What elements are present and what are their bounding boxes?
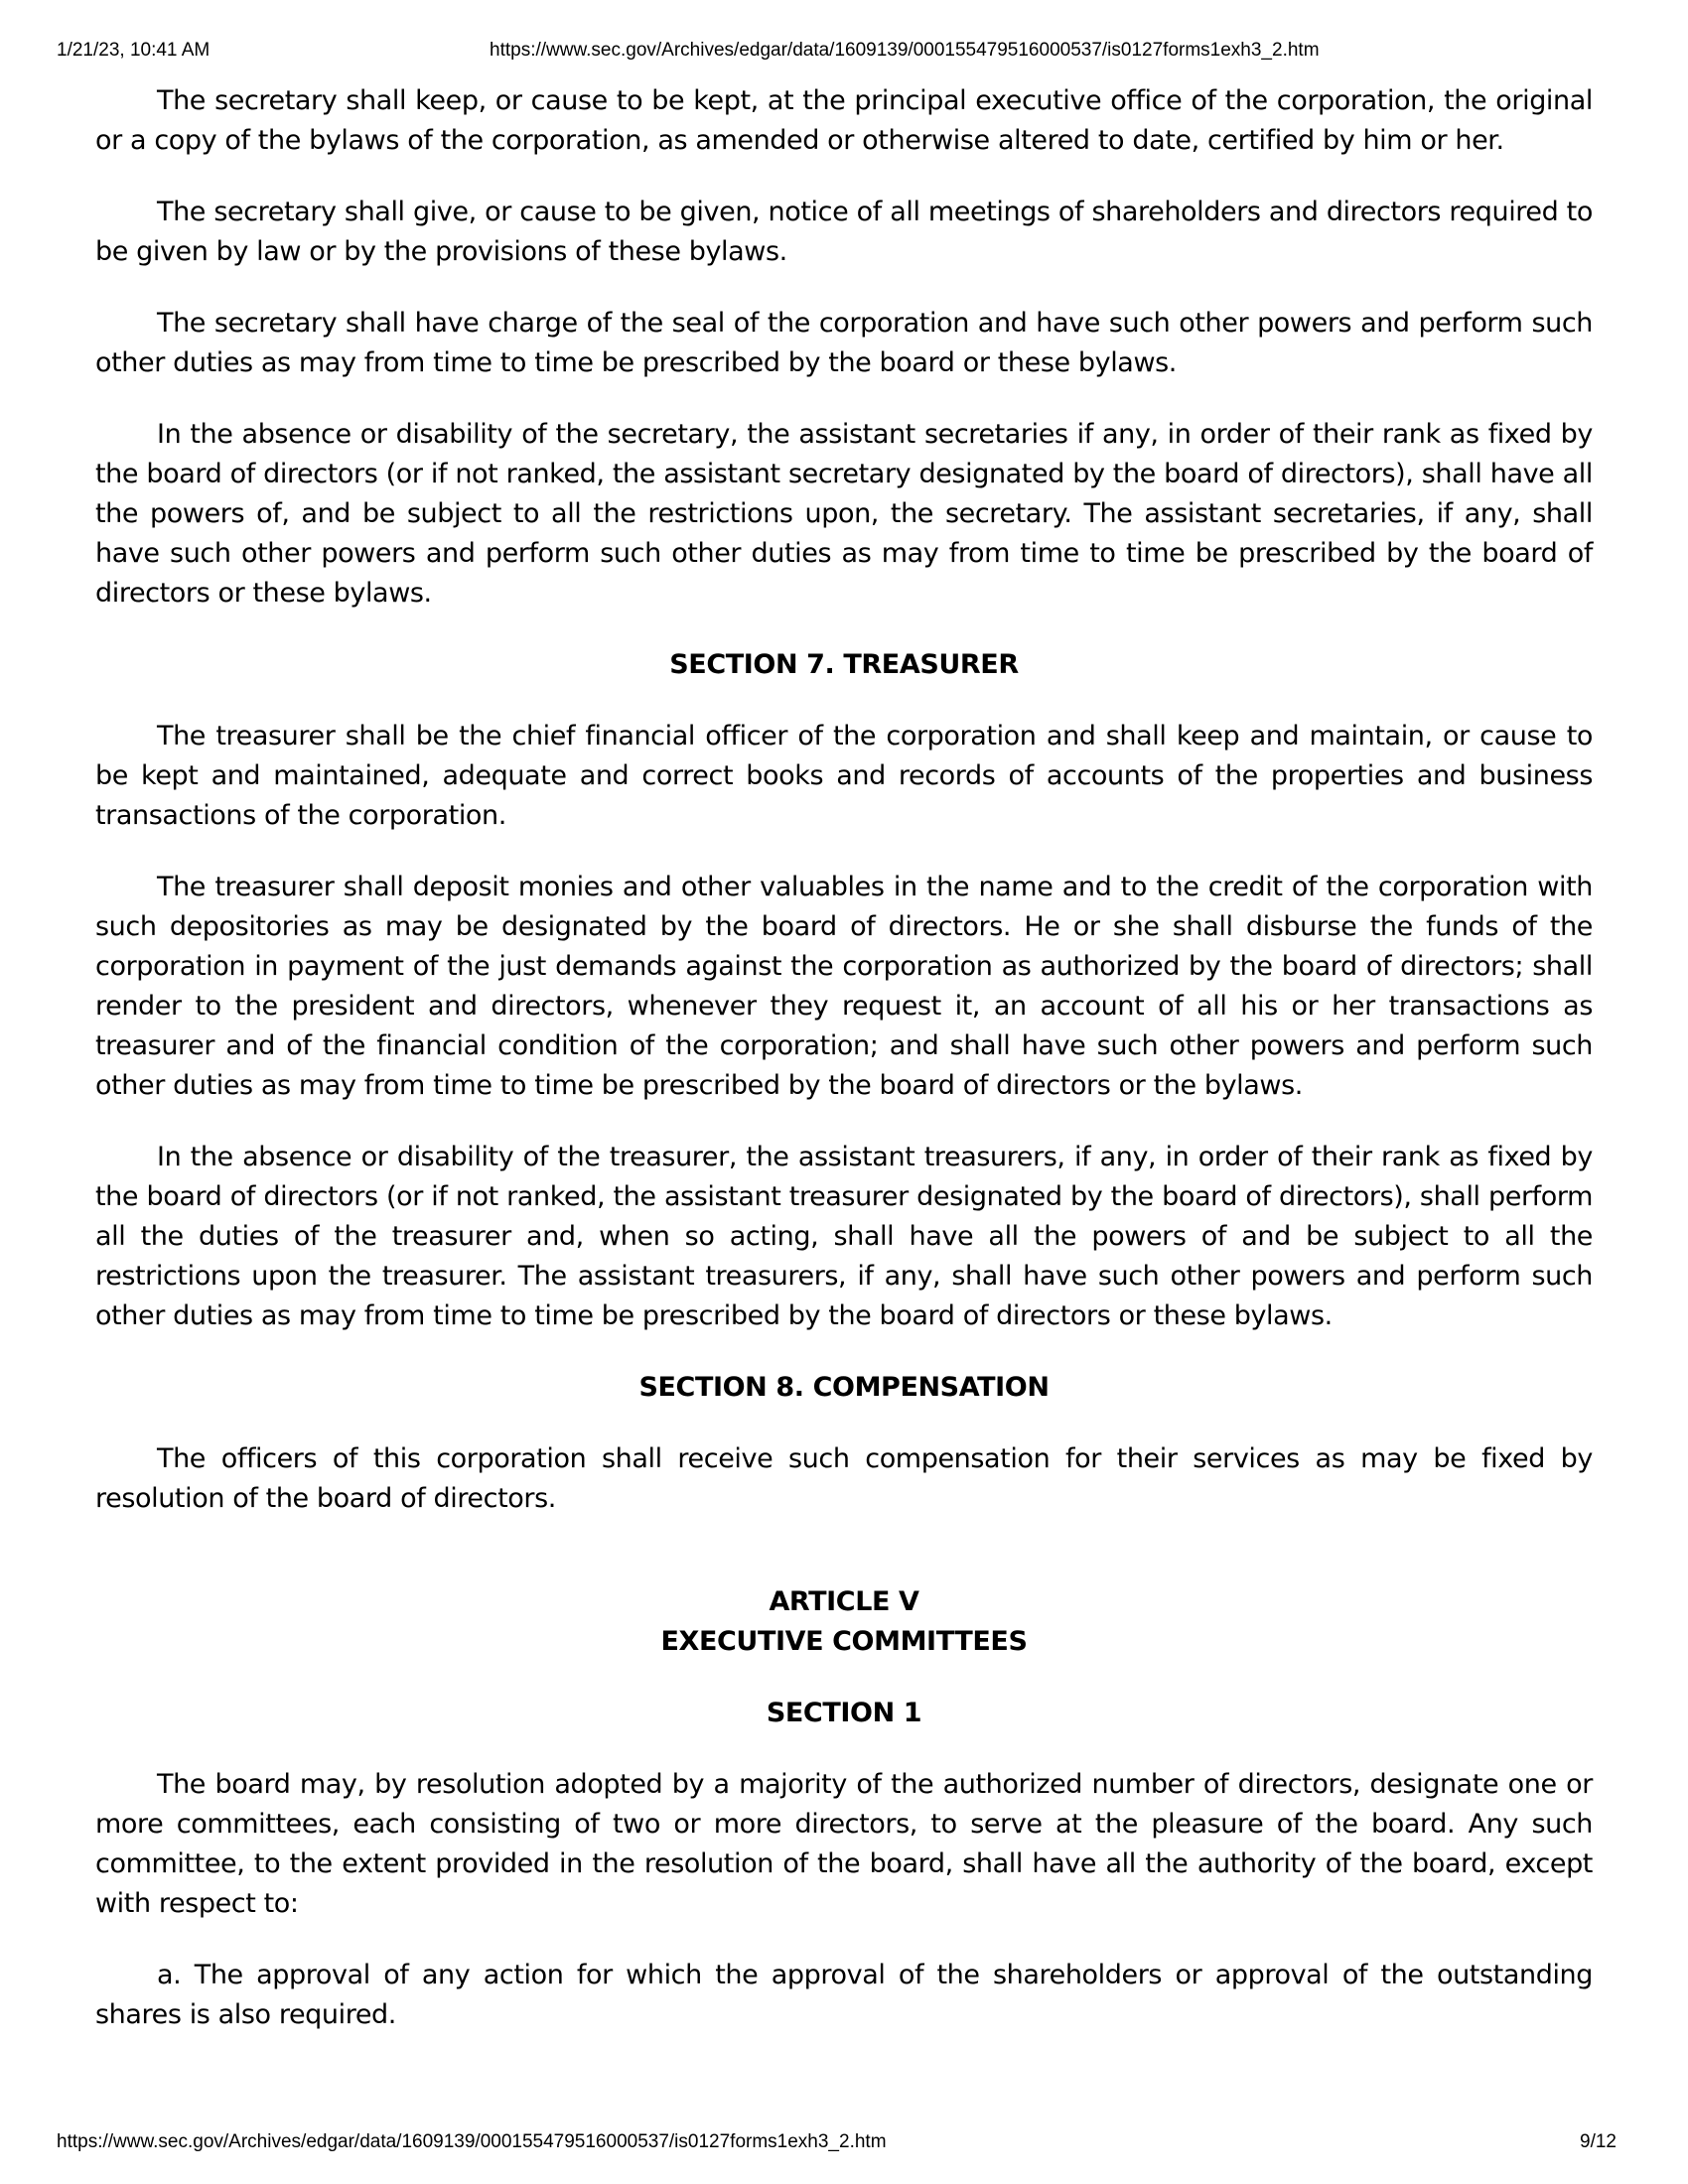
document-body — [95, 81, 1593, 2067]
article-number: ARTICLE V — [769, 1586, 919, 1617]
browser-header-url[interactable]: https://www.sec.gov/Archives/edgar/data/1609139/000155479516000537/is0127forms1exh3_2.htm — [490, 40, 1320, 61]
page-number: 9/12 — [1580, 2131, 1617, 2152]
paragraph-committees-2: a. The approval of any action for which the approval of the shareholders or approval of the outstanding shares is also required. — [95, 1960, 1593, 2030]
paragraph-compensation: The officers of this corporation shall receive such compensation for their services as may be fixed by resolution of the board of directors. — [95, 1443, 1593, 1514]
paragraph-secretary-4: In the absence or disability of the secretary, the assistant secretaries if any, in order of their rank as fixed by the board of directors (or if not ranked, the assistant secretary designated by the board of directors), shall have all the powers of, and be subject to all the restrictions upon, the secretary. The assistant secretaries, if any, shall have such other powers and perform such other duties as may from time to time be prescribed by the board of directors or these bylaws. — [95, 419, 1593, 609]
paragraph-treasurer-3: In the absence or disability of the treasurer, the assistant treasurers, if any, in order of their rank as fixed by the board of directors (or if not ranked, the assistant treasurer designated by the board of directors), shall perform all the duties of the treasurer and, when so acting, shall have all the powers of and be subject to all the restrictions upon the treasurer. The assistant treasurers, if any, shall have such other powers and perform such other duties as may from time to time be prescribed by the board of directors or these bylaws. — [95, 1142, 1593, 1331]
paragraph-secretary-2: The secretary shall give, or cause to be given, notice of all meetings of shareholders and directors required to be given by law or by the provisions of these bylaws. — [95, 197, 1593, 267]
paragraph-secretary-3: The secretary shall have charge of the seal of the corporation and have such other powers and perform such other duties as may from time to time be prescribed by the board or these bylaws. — [95, 308, 1593, 378]
article-title: EXECUTIVE COMMITTEES — [660, 1626, 1028, 1657]
section-8-heading: SECTION 8. COMPENSATION — [638, 1372, 1050, 1403]
section-7-heading: SECTION 7. TREASURER — [669, 649, 1019, 680]
paragraph-treasurer-1: The treasurer shall be the chief financial officer of the corporation and shall keep and maintain, or cause to be kept and maintained, adequate and correct books and records of accounts of the properties and business transactions of the corporation. — [95, 721, 1593, 831]
paragraph-secretary-1: The secretary shall keep, or cause to be kept, at the principal executive office of the corporation, the original or a copy of the bylaws of the corporation, as amended or otherwise altered to date, certified by him or her. — [95, 85, 1593, 156]
browser-header-datetime: 1/21/23, 10:41 AM — [57, 40, 211, 61]
article-5-section-1-heading: SECTION 1 — [766, 1698, 922, 1728]
browser-footer-url[interactable]: https://www.sec.gov/Archives/edgar/data/1609139/000155479516000537/is0127forms1exh3_2.htm — [57, 2131, 887, 2152]
article-heading — [95, 1582, 1593, 1662]
paragraph-treasurer-2: The treasurer shall deposit monies and other valuables in the name and to the credit of the corporation with such depositories as may be designated by the board of directors. He or she shall disburse the funds of the corporation in payment of the just demands against the corporation as authorized by the board of directors; shall render to the president and directors, whenever they request it, an account of all his or her transactions as treasurer and of the financial condition of the corporation; and shall have such other powers and perform such other duties as may from time to time be prescribed by the board of directors or the bylaws. — [95, 872, 1593, 1101]
paragraph-committees-1: The board may, by resolution adopted by a majority of the authorized number of directors, designate one or more committees, each consisting of two or more directors, to serve at the pleasure of the board. Any such committee, to the extent provided in the resolution of the board, shall have all the authority of the board, except with respect to: — [95, 1769, 1593, 1919]
